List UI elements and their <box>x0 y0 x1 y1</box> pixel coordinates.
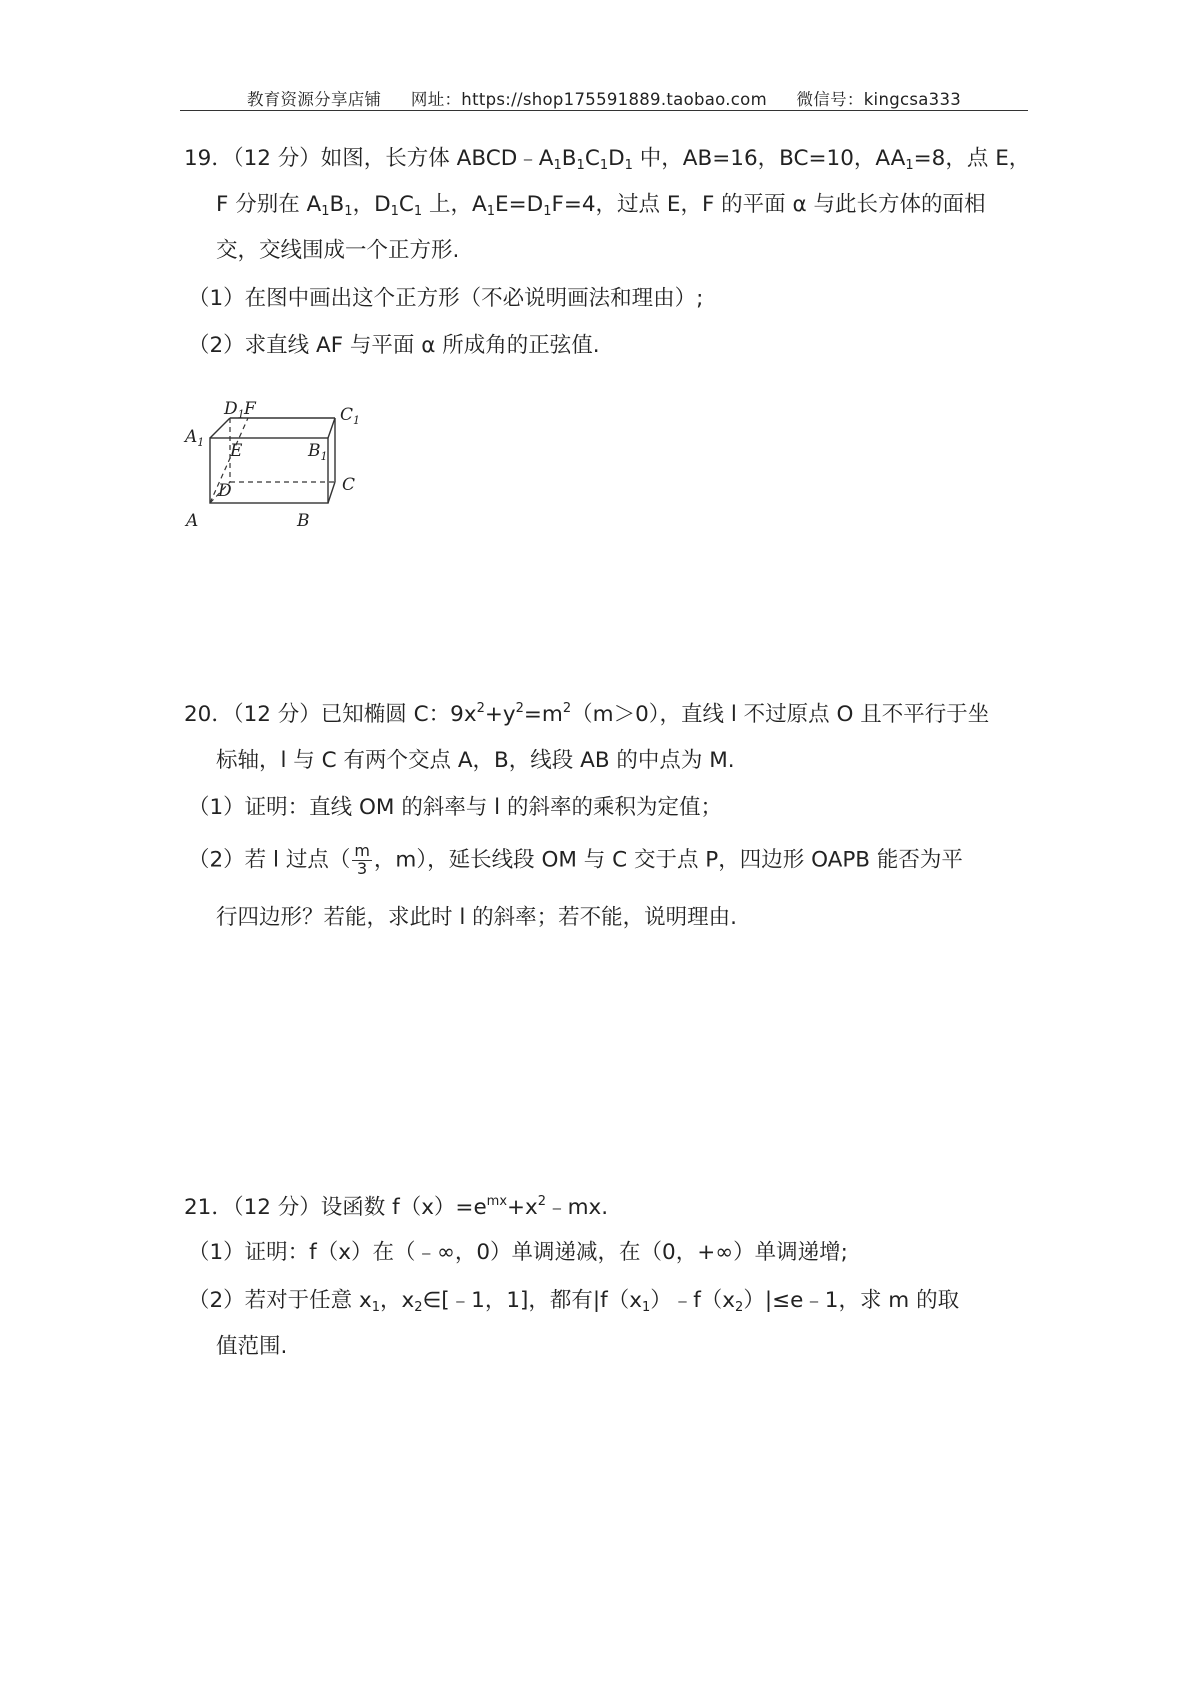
label-d: D <box>218 481 232 501</box>
label-f: F <box>244 399 256 419</box>
q21-part-2-line-2: 值范围. <box>216 1334 288 1359</box>
edge-a1d1 <box>210 418 230 438</box>
label-b: B <box>297 511 310 531</box>
q19-line-3: 交，交线围成一个正方形. <box>216 238 460 263</box>
q21-part-1: （1）证明：f（x）在（﹣∞，0）单调递减，在（0，+∞）单调递增; <box>188 1240 848 1265</box>
q21-line-1: 21．（12 分）设函数 $f(x)=e^{mx}+x^2﹣mx$. <box>184 1194 609 1220</box>
q20-part-2: （2）若 l 过点（ $\frac{m}{3}$ ，m），延长线段 OM 与 C 交于点 P，四边形 OAPB 能否为平 <box>188 841 963 878</box>
label-c: C <box>342 475 356 495</box>
label-a1: $A_1$ <box>185 427 205 449</box>
wechat-id: 微信号：kingcsa333 <box>796 90 962 109</box>
shop-name: 教育资源分享店铺 <box>246 90 382 109</box>
q20-part-2-line-2: 行四边形？若能，求此时 l 的斜率；若不能，说明理由. <box>216 905 737 930</box>
cuboid-figure <box>180 390 380 540</box>
label-d1: $D_1$ <box>224 399 245 421</box>
q20-line-1: 20．（12 分）已知椭圆 C：$9x^2+y^2=m^2(m>0)$，直线 l 不过原点 O 且不平行于坐 <box>184 701 990 727</box>
label-e: E <box>230 441 243 461</box>
shop-url: 网址：https://shop175591889.taobao.com <box>410 90 767 109</box>
label-b1: $B_1$ <box>308 441 328 463</box>
q19-line-1: 19．（12 分）如图，长方体 $ABCD﹣A_1B_1C_1D_1$ 中，AB=16，BC=10，$AA_1=8$，点 E， <box>184 146 1031 173</box>
edge-bc <box>328 482 335 503</box>
q19-part-2: （2）求直线 AF 与平面 α 所成角的正弦值. <box>188 333 600 358</box>
page-header <box>180 86 1028 110</box>
header-rule <box>180 110 1028 111</box>
q20-part-1: （1）证明：直线 OM 的斜率与 l 的斜率的乘积为定值； <box>188 795 722 820</box>
label-a: A <box>186 511 199 531</box>
q19-part-1: （1）在图中画出这个正方形（不必说明画法和理由）; <box>188 286 704 311</box>
edge-b1c1 <box>328 418 335 438</box>
label-c1: $C_1$ <box>340 405 361 427</box>
q19-line-2: F 分别在 $A_1B_1$，$D_1C_1$ 上，$A_1E=D_1F=4$，过点 E，F 的平面 α 与此长方体的面相 <box>216 192 986 219</box>
q20-line-2: 标轴，l 与 C 有两个交点 A，B，线段 AB 的中点为 M. <box>216 748 735 773</box>
fraction-m-over-3: $\frac{m}{3}$ <box>354 841 370 878</box>
q21-part-2: （2）若对于任意 $x_1$，$x_2\in[﹣1$，1]，都有$|f(x_1)﹣f(x_2)|\le e﹣1$，求 m 的取 <box>188 1288 960 1315</box>
